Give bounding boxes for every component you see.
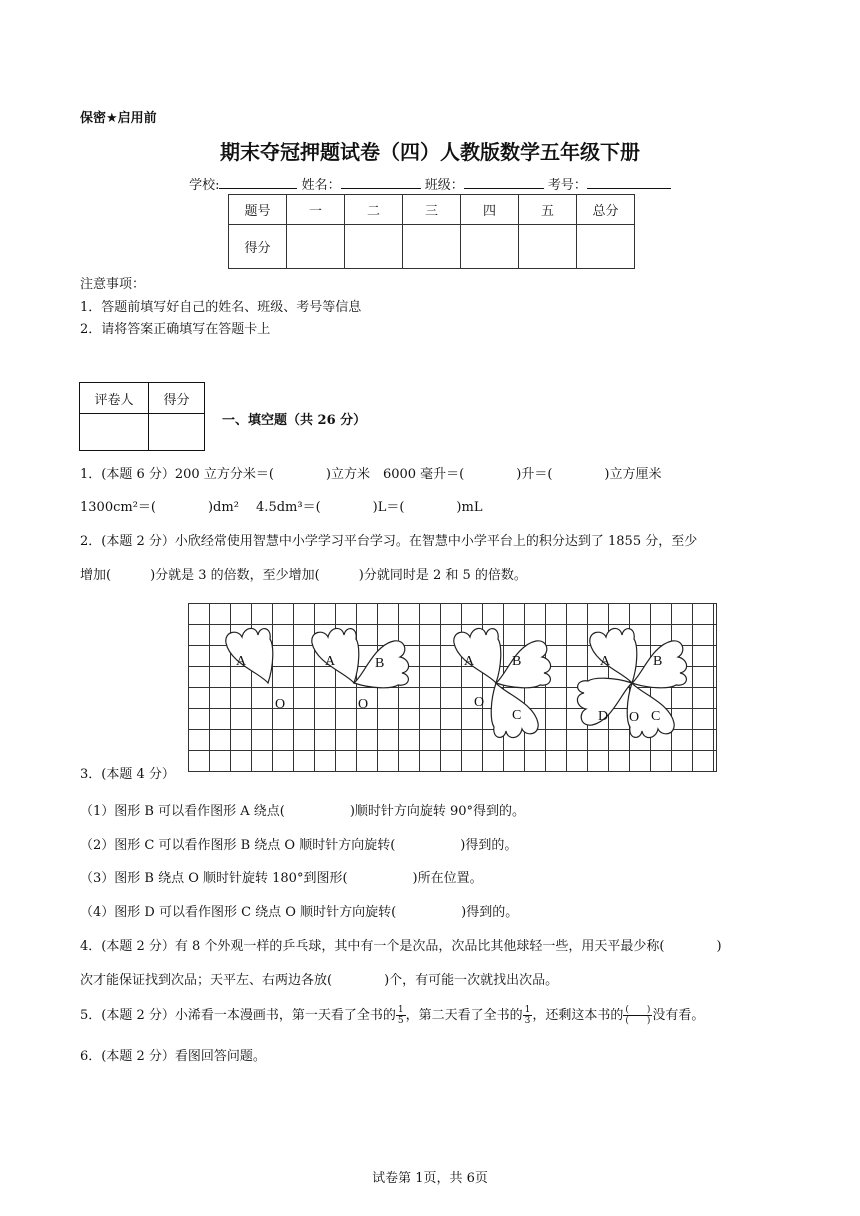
question-5-text: 没有看。: [652, 1008, 705, 1023]
name-label: 姓名：: [301, 178, 341, 193]
question-3-label: 3．(本题 4 分）: [80, 767, 175, 782]
label-o: O: [275, 697, 286, 712]
question-5: [80, 1004, 704, 1026]
score-header-cell: 三: [403, 195, 461, 225]
score-cell[interactable]: [287, 225, 345, 269]
grader-label: 评卷人: [80, 383, 149, 414]
question-5-text: ，还剩这本书的: [532, 1008, 624, 1023]
school-blank[interactable]: [219, 176, 297, 189]
fraction-answer-blank[interactable]: [623, 1005, 652, 1026]
petal-shape: [496, 641, 551, 688]
petal-shape: [226, 628, 273, 683]
score-cell[interactable]: [519, 225, 577, 269]
score-cell[interactable]: [577, 225, 635, 269]
label-d: D: [598, 709, 609, 724]
rotation-grid-figure: [188, 603, 718, 773]
question-3-sub: （2）图形 C 可以看作图形 B 绕点 O 顺时针方向旋转( )得到的。: [80, 838, 518, 853]
fraction-numerator: ( ): [625, 1005, 651, 1015]
exam-number-label: 考号：: [547, 178, 587, 193]
score-header-cell: 四: [461, 195, 519, 225]
question-1-line-1: 1．(本题 6 分）200 立方分米＝( )立方米 6000 毫升＝( )升＝( )立方厘米: [80, 467, 662, 482]
grader-score-label: 得分: [149, 383, 205, 414]
question-5-text: 5．(本题 2 分）小浠看一本漫画书，第一天看了全书的: [80, 1008, 396, 1023]
score-header-cell: 总分: [577, 195, 635, 225]
note-item: 2．请将答案正确填写在答题卡上: [80, 322, 271, 337]
score-header-cell: 一: [287, 195, 345, 225]
score-cell[interactable]: [461, 225, 519, 269]
label-a: A: [236, 654, 247, 669]
label-o: O: [474, 695, 485, 710]
score-row-label: 得分: [229, 225, 287, 269]
confidential-label: 保密★启用前: [80, 111, 157, 126]
grader-score-cell[interactable]: [149, 414, 205, 451]
notes-title: 注意事项：: [80, 277, 146, 292]
page-footer: 试卷第 1页，共 6页: [372, 1171, 488, 1186]
question-1-line-2: 1300cm²＝( )dm² 4.5dm³＝( )L＝( )mL: [80, 500, 483, 515]
fraction-denominator: 5: [397, 1016, 404, 1026]
section-heading: 一、填空题（共 26 分）: [222, 413, 367, 428]
fraction-numerator: 1: [524, 1005, 531, 1015]
exam-number-blank[interactable]: [587, 176, 671, 189]
label-a: A: [464, 654, 475, 669]
label-b: B: [512, 654, 522, 669]
page-title: 期末夺冠押题试卷（四）人教版数学五年级下册: [220, 140, 640, 164]
label-b: B: [653, 654, 663, 669]
score-cell[interactable]: [345, 225, 403, 269]
petal-shapes: [226, 628, 687, 737]
fraction-one-third: [523, 1005, 533, 1026]
label-c: C: [651, 709, 661, 724]
fraction-denominator: ( ): [625, 1016, 651, 1026]
score-header-cell: 二: [345, 195, 403, 225]
name-blank[interactable]: [341, 176, 421, 189]
label-o: O: [629, 710, 640, 725]
question-4-line-1: 4．(本题 2 分）有 8 个外观一样的乒乓球，其中有一个是次品，次品比其他球轻一些，用天平最少称( ): [80, 939, 722, 954]
class-blank[interactable]: [464, 176, 544, 189]
fraction-one-fifth: [396, 1005, 406, 1026]
score-header-cell: 题号: [229, 195, 287, 225]
label-b: B: [375, 656, 385, 671]
label-a: A: [600, 654, 611, 669]
label-o: O: [358, 697, 369, 712]
score-table: [228, 194, 635, 269]
question-2-line-1: 2．(本题 2 分）小欣经常使用智慧中小学学习平台学习。在智慧中小学平台上的积分达到了 1855 分，至少: [80, 534, 698, 549]
label-a: A: [325, 654, 336, 669]
score-cell[interactable]: [403, 225, 461, 269]
student-info-line: [0, 174, 860, 193]
fraction-numerator: 1: [397, 1005, 404, 1015]
question-3-sub: （4）图形 D 可以看作图形 C 绕点 O 顺时针方向旋转( )得到的。: [80, 905, 519, 920]
question-6: 6．(本题 2 分）看图回答问题。: [80, 1049, 266, 1064]
class-label: 班级：: [424, 178, 464, 193]
question-4-line-2: 次才能保证找到次品；天平左、右两边各放( )个，有可能一次就找出次品。: [80, 973, 559, 988]
question-5-text: ，第二天看了全书的: [405, 1008, 523, 1023]
question-3-sub: （3）图形 B 绕点 O 顺时针旋转 180°到图形( )所在位置。: [80, 871, 483, 886]
fraction-denominator: 3: [524, 1016, 531, 1026]
question-2-line-2: 增加( )分就是 3 的倍数，至少增加( )分就同时是 2 和 5 的倍数。: [80, 568, 527, 583]
label-c: C: [512, 708, 522, 723]
score-header-cell: 五: [519, 195, 577, 225]
grader-table: [79, 382, 205, 451]
school-label: 学校:: [189, 178, 220, 193]
question-3-sub: （1）图形 B 可以看作图形 A 绕点( )顺时针方向旋转 90°得到的。: [80, 804, 526, 819]
petal-shape: [590, 628, 637, 683]
note-item: 1．答题前填写好自己的姓名、班级、考号等信息: [80, 300, 362, 315]
petal-shape: [454, 628, 501, 683]
grader-cell[interactable]: [80, 414, 149, 451]
